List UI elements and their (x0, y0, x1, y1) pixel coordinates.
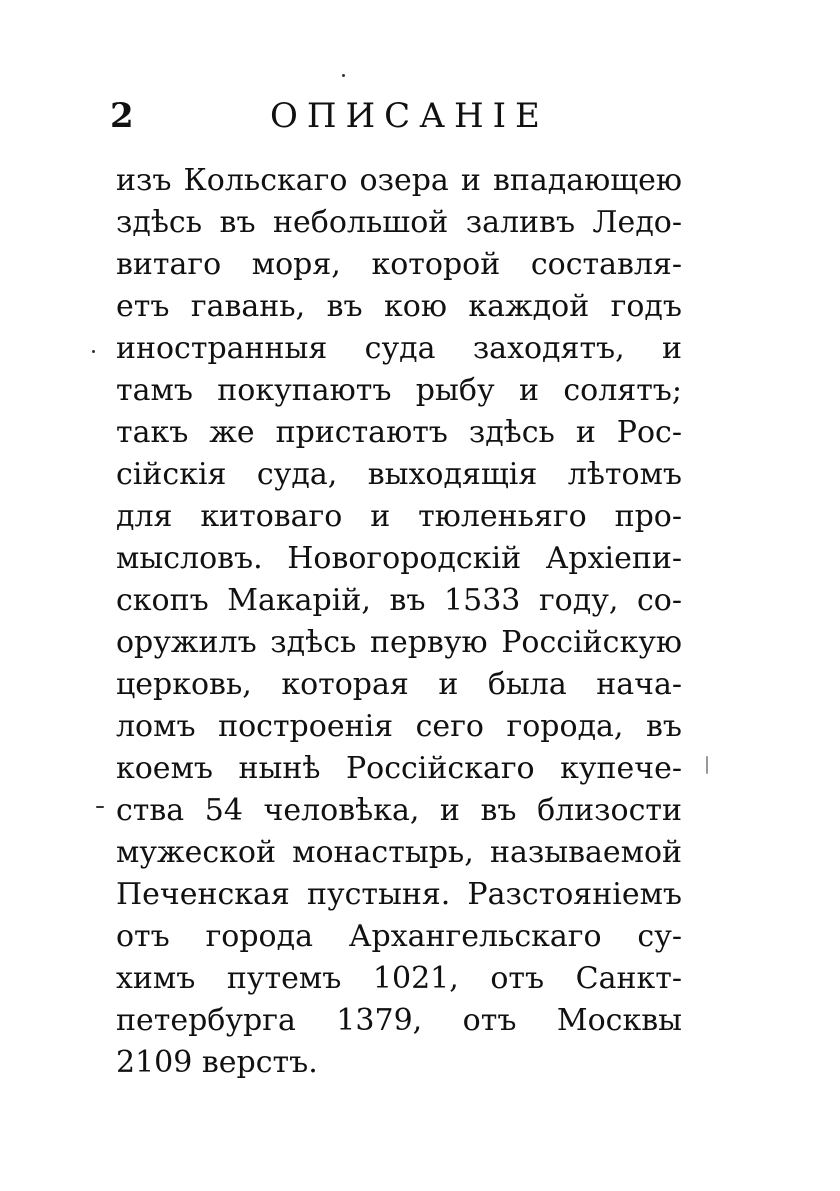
text-line: оружилъ здѣсь первую Россійскую (116, 625, 682, 660)
print-speck (92, 350, 95, 353)
text-line: для китоваго и тюленьяго про- (116, 499, 682, 534)
print-speck (96, 806, 104, 808)
text-line: изъ Кольскаго озера и впадающею (116, 163, 682, 198)
text-line-last: 2109 верстъ. (116, 1045, 318, 1080)
text-line: такъ же пристаютъ здѣсь и Рос- (116, 415, 682, 450)
body-text (116, 160, 682, 1084)
page-number: 2 (110, 96, 134, 136)
text-line: химъ путемъ 1021, отъ Санкт- (116, 961, 682, 996)
text-line: тамъ покупаютъ рыбу и солятъ; (116, 373, 682, 408)
text-line: отъ города Архангельскаго су- (116, 919, 682, 954)
page-header (0, 92, 840, 142)
text-line: етъ гавань, въ кою каждой годъ (116, 289, 682, 324)
text-line: сійскія суда, выходящія лѣтомъ (116, 457, 682, 492)
text-line: витаго моря, которой составля- (116, 247, 682, 282)
text-line: петербурга 1379, отъ Москвы (116, 1003, 682, 1038)
text-line: мужеской монастырь, называемой (116, 835, 682, 870)
print-speck (706, 756, 708, 774)
text-line: церковь, которая и была нача- (116, 667, 682, 702)
text-line: мысловъ. Новогородскій Архіепи- (116, 541, 682, 576)
print-speck (342, 74, 345, 77)
text-line: здѣсь въ небольшой заливъ Ледо- (116, 205, 682, 240)
text-line: ломъ построенія сего города, въ (116, 709, 682, 744)
text-line: иностранныя суда заходятъ, и (116, 331, 682, 366)
text-line: Печенская пустыня. Разстояніемъ (116, 877, 682, 912)
text-line: скопъ Макарій, въ 1533 году, со- (116, 583, 682, 618)
text-line: ства 54 человѣка, и въ близости (116, 793, 682, 828)
text-line: коемъ нынѣ Россійскаго купече- (116, 751, 682, 786)
running-title: ОПИСАНІЕ (270, 96, 549, 136)
